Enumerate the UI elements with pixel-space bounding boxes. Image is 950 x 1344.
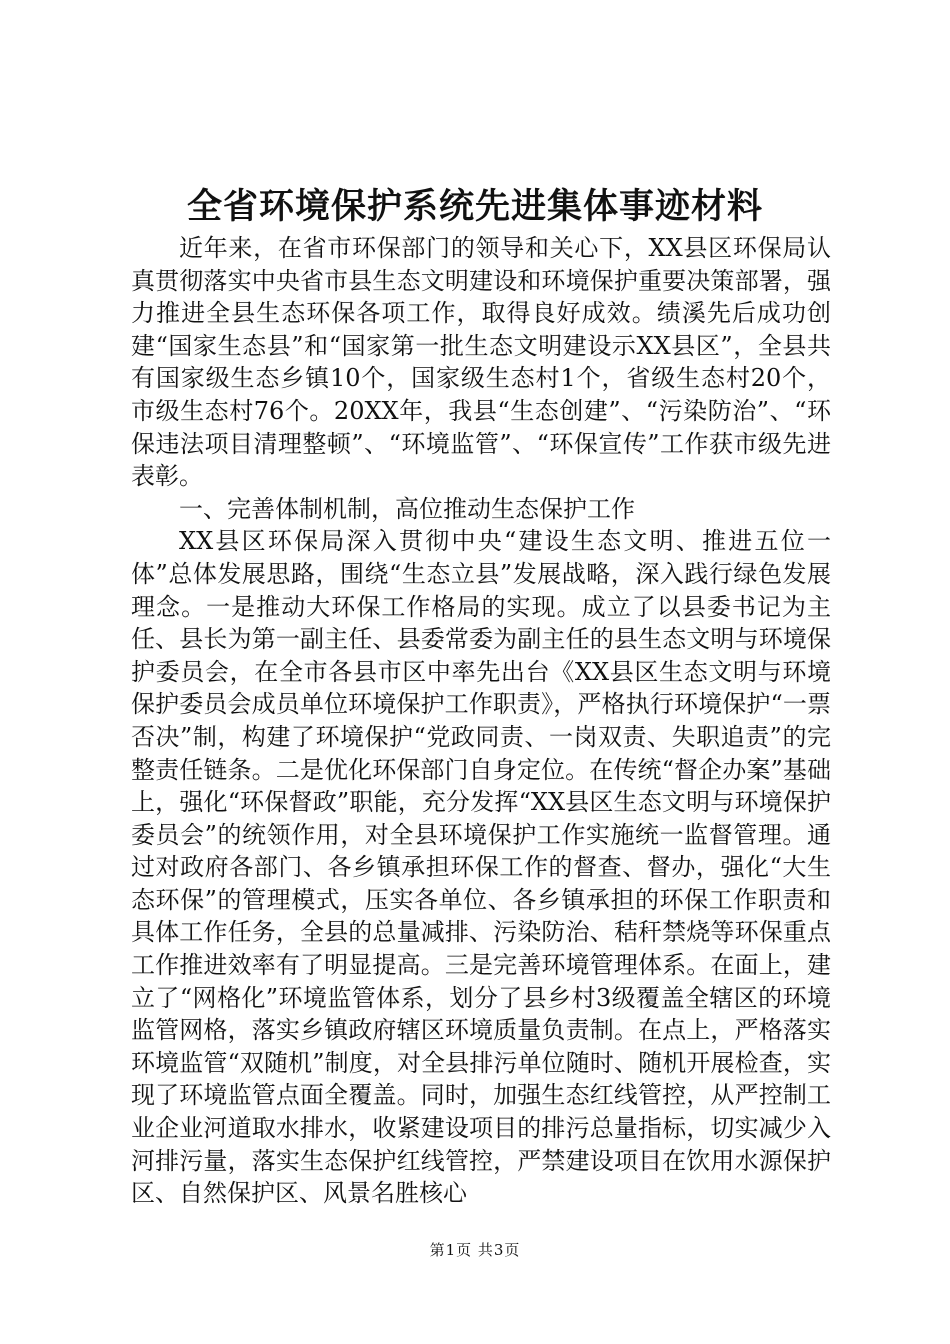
section-heading: 一、完善体制机制，高位推动生态保护工作 <box>179 494 635 523</box>
document-title: 全省环境保护系统先进集体事迹材料 <box>186 186 763 227</box>
page-number-footer: 第1页 共3页 <box>429 1241 521 1259</box>
paragraph-section-1: XX县区环保局深入贯彻中央“建设生态文明、推进五位一体”总体发展思路，围绕“生态立县”发展战略，深入践行绿色发展理念。一是推动大环保工作格局的实现。成立了以县委书记为主任、县长为第一副主任、县委常委为副主任的县生态文明与环境保护委员会，在全市各县市区中率先出台《XX县区生态文明与环境保护委员会成员单位环境保护工作职责》，严格执行环境保护“一票否决”制，构建了环境保护“党政同责、一岗双责、失职追责”的完整责任链条。二是优化环保部门自身定位。在传统“督企办案”基础上，强化“环保督政”职能，充分发挥“XX县区生态文明与环境保护委员会”的统领作用，对全县环境保护工作实施统一监督管理。通过对政府各部门、各乡镇承担环保工作的督查、督办，强化“大生态环保”的管理模式，压实各单位、各乡镇承担的环保工作职责和具体工作任务，全县的总量减排、污染防治、秸秆禁烧等环保重点工作推进效率有了明显提高。三是完善环境管理体系。在面上，建立了“网格化”环境监管体系，划分了县乡村3级覆盖全辖区的环境监管网格，落实乡镇政府辖区环境质量负责制。在点上，严格落实环境监管“双随机”制度，对全县排污单位随时、随机开展检查，实现了环境监管点面全覆盖。同时，加强生态红线管控，从严控制工业企业河道取水排水，收紧建设项目的排污总量指标，切实减少入河排污量，落实生态保护红线管控，严禁建设项目在饮用水源保护区、自然保护区、风景名胜核心 <box>131 527 831 1208</box>
paragraph-intro: 近年来，在省市环保部门的领导和关心下，XX县区环保局认真贯彻落实中央省市县生态文明建设和环境保护重要决策部署，强力推进全县生态环保各项工作，取得良好成效。绩溪先后成功创建“国家生态县”和“国家第一批生态文明建设示XX县区”，全县共有国家级生态乡镇10个，国家级生态村1个，省级生态村20个，市级生态村76个。20XX年，我县“生态创建”、“污染防治”、“环保违法项目清理整顿”、“环境监管”、“环保宣传”工作获市级先进表彰。 <box>131 234 831 491</box>
document-body <box>131 232 831 1210</box>
